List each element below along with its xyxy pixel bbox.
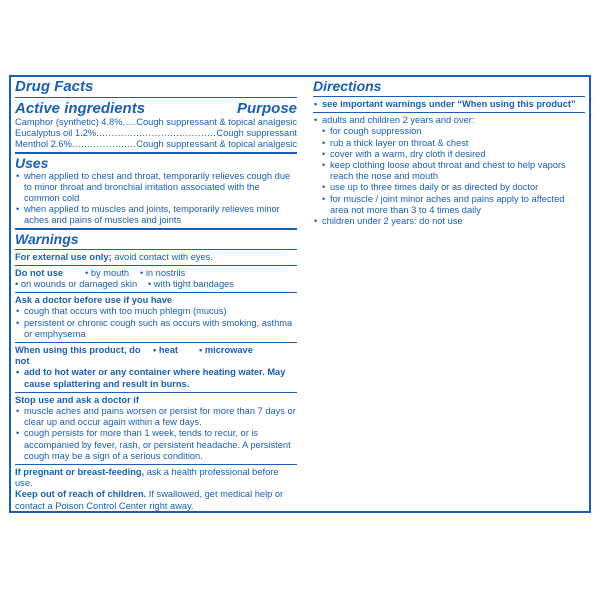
keep-out-warning (15, 489, 297, 511)
active-ingredients-header (15, 100, 297, 117)
ingredient-row (15, 139, 297, 150)
divider (15, 265, 297, 266)
ingredient-name: Menthol 2.6% (15, 139, 72, 150)
divider (15, 152, 297, 154)
pregnant-warning (15, 467, 297, 489)
bold-lead: For external use only; (15, 251, 112, 262)
list-item: • add to hot water or any container where heating water. May cause splattering and result in burns. (15, 367, 297, 389)
list-item: • muscle aches and pains worsen or persist for more than 7 days or clear up and occur again within a few days. (15, 406, 297, 428)
when-using-item: • microwave (199, 345, 253, 356)
do-not-use-item: • by mouth (85, 267, 130, 278)
left-column (15, 78, 297, 512)
ingredient-purpose: Cough suppressant (216, 128, 297, 139)
ingredients-list (15, 117, 297, 151)
leader-dots (122, 117, 136, 128)
external-use-warning (15, 252, 297, 263)
uses-list (15, 171, 297, 227)
list-item: • keep clothing loose about throat and chest to help vapors reach the nose and mouth (313, 160, 585, 182)
when-using-item: • heat (153, 345, 178, 356)
do-not-use-item: • in nostrils (140, 267, 186, 278)
divider (15, 228, 297, 230)
warnings-heading: Warnings (15, 230, 79, 247)
item-text: in nostrils (145, 267, 186, 278)
list-item: • for cough suppression (313, 126, 585, 137)
directions-first (313, 99, 585, 110)
bold-lead: Keep out of reach of children. (15, 489, 147, 500)
when-using-list (15, 367, 297, 389)
item-text: by mouth (90, 267, 130, 278)
item-text: on wounds or damaged skin (20, 279, 138, 290)
leader-dots (96, 128, 216, 139)
directions-sub-list (313, 126, 585, 216)
list-item: • children under 2 years: do not use (313, 216, 585, 227)
ingredient-name: Camphor (synthetic) 4.8% (15, 117, 123, 127)
ingredient-purpose: Cough suppressant & topical analgesic (136, 139, 297, 150)
item-text: with tight bandages (153, 279, 234, 290)
drug-facts-panel (9, 75, 591, 513)
ingredient-name: Eucalyptus oil 1.2% (15, 128, 97, 139)
right-column (313, 78, 585, 227)
list-item: • for muscle / joint minor aches and pains apply to affected area not more than 3 to 4 times daily (313, 194, 585, 216)
purpose-heading: Purpose (236, 100, 297, 117)
divider (15, 342, 297, 343)
ingredient-row (15, 117, 297, 128)
do-not-use-item: • with tight bandages (148, 279, 234, 290)
do-not-use-row (15, 268, 297, 279)
list-item: • adults and children 2 years and over: (313, 115, 585, 126)
uses-heading: Uses (15, 154, 49, 171)
list-item: • see important warnings under “When using this product” (313, 99, 585, 110)
warning-text: avoid contact with eyes. (111, 251, 213, 262)
divider (15, 464, 297, 465)
divider (15, 292, 297, 293)
divider (313, 112, 585, 113)
divider (15, 249, 297, 250)
when-using-heading: When using this product, do not (15, 345, 141, 367)
active-ingredients-heading: Active ingredients (15, 100, 146, 117)
list-item: • when applied to chest and throat, temporarily relieves cough due to minor throat and bronchial irritation associated with the common cold (15, 171, 297, 205)
directions-children-list (313, 216, 585, 227)
leader-dots (72, 139, 136, 150)
stop-use-list (15, 406, 297, 462)
ask-doctor-list (15, 306, 297, 340)
do-not-use-heading: Do not use (15, 267, 64, 278)
divider (313, 96, 585, 97)
ask-doctor-heading: Ask a doctor before use if you have (15, 295, 173, 306)
ingredient-row (15, 128, 297, 139)
do-not-use-row (15, 279, 297, 290)
list-item: • cough that occurs with too much phlegm (mucus) (15, 306, 297, 317)
list-item: • persistent or chronic cough such as occurs with smoking, asthma or emphysema (15, 318, 297, 340)
bold-lead: If pregnant or breast-feeding, (15, 467, 145, 478)
list-item: • cover with a warm, dry cloth if desired (313, 149, 585, 160)
list-item: • cough persists for more than 1 week, tends to recur, or is accompanied by fever, rash, or persistent headache. A persistent cough may be a sign of a serious condition. (15, 428, 297, 462)
warning-text: ask a health professional before use. (15, 467, 279, 489)
stop-use-heading: Stop use and ask a doctor if (15, 394, 139, 405)
directions-list (313, 115, 585, 126)
list-item: • when applied to muscles and joints, temporarily relieves minor aches and pains of muscles and joints (15, 204, 297, 226)
directions-heading: Directions (313, 78, 382, 94)
do-not-use-item: • on wounds or damaged skin (15, 279, 138, 290)
ingredient-purpose: Cough suppressant & topical analgesic (136, 117, 297, 127)
drug-facts-title: Drug Facts (15, 78, 94, 95)
item-text: microwave (204, 345, 253, 356)
item-text: heat (158, 345, 178, 356)
list-item: • rub a thick layer on throat & chest (313, 138, 585, 149)
list-item: • use up to three times daily or as directed by doctor (313, 182, 585, 193)
warning-text: If swallowed, get medical help or contact a Poison Control Center right away. (15, 489, 284, 511)
divider (15, 392, 297, 393)
when-using-row (15, 345, 297, 367)
divider (15, 97, 297, 98)
